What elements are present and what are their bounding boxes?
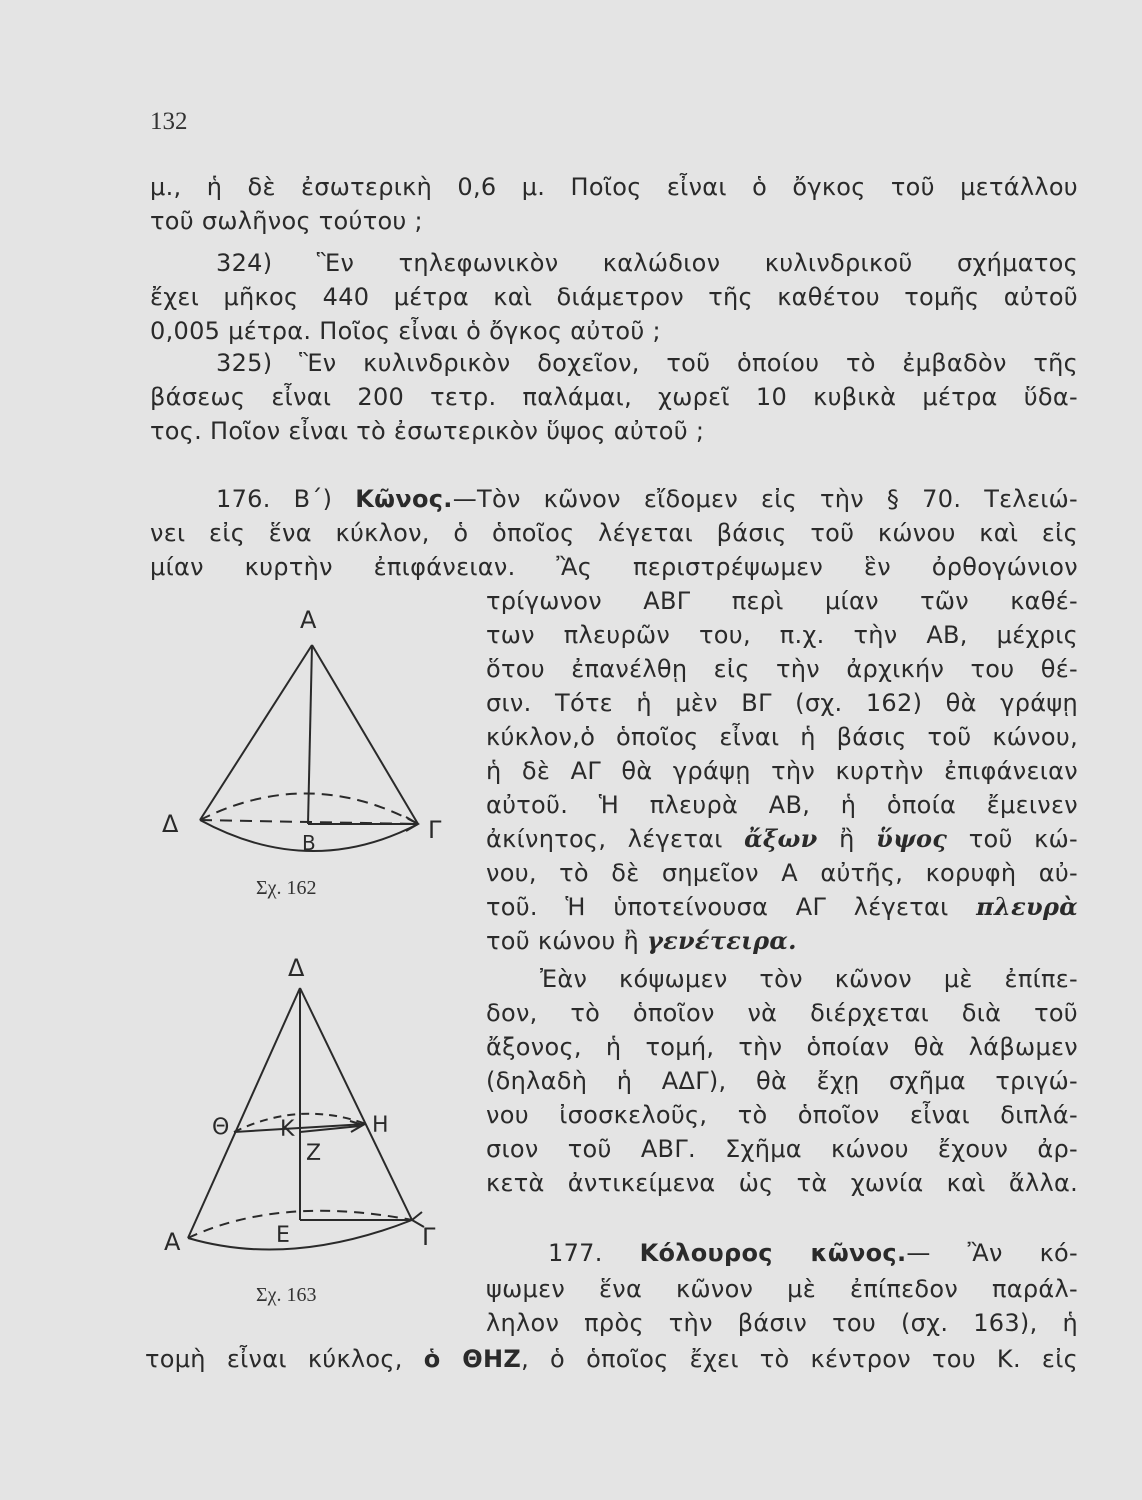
text-line: τρίγωνον ΑΒΓ περὶ μίαν τῶν καθέ- [486, 587, 1078, 615]
text-span: τοῦ κώνου ἢ [486, 927, 647, 955]
text-line: σιν. Τότε ἡ μὲν ΒΓ (σχ. 162) θὰ γράψῃ [486, 689, 1078, 717]
text-line [486, 924, 797, 958]
section-177-heading [548, 1236, 1078, 1270]
label-right: Γ [422, 1223, 436, 1251]
figure-162-cone [160, 600, 460, 870]
text-line: 0,005 μέτρα. Ποῖος εἶναι ὁ ὄγκος αὐτοῦ ; [150, 317, 661, 345]
section-number: 176. Β΄) [216, 485, 356, 513]
label-center: Β [302, 831, 316, 855]
text-line: κύκλον,ὁ ὁποῖος εἶναι ἡ βάσις τοῦ κώνου, [486, 723, 1078, 751]
label-theta: Θ [212, 1115, 230, 1140]
label-zeta: Ζ [306, 1141, 322, 1166]
section-number: 177. [548, 1239, 640, 1267]
label-kappa: Κ [280, 1117, 295, 1142]
term-axis: ἄξων [744, 824, 818, 853]
text-line: 324) Ἓν τηλεφωνικὸν καλώδιον κυλινδρικοῦ σχήματος [216, 249, 1078, 277]
text-line: ἄξονος, ἡ τομή, τὴν ὁποίαν θὰ λάβωμεν [486, 1033, 1078, 1061]
label-left: Δ [162, 810, 179, 838]
text-line [486, 890, 1078, 924]
text-line: νου ἰσοσκελοῦς, τὸ ὁποῖον εἶναι διπλά- [486, 1101, 1078, 1129]
text-span: τοῦ. Ἡ ὑποτείνουσα ΑΓ λέγεται [486, 893, 977, 921]
text-line: αὐτοῦ. Ἡ πλευρὰ ΑΒ, ἡ ὁποία ἔμεινεν [486, 791, 1078, 819]
text-span: ἀκίνητος, λέγεται [486, 825, 745, 853]
label-apex: Α [300, 606, 317, 634]
label-apex: Δ [288, 954, 305, 982]
text-line: —Τὸν κῶνον εἴδομεν εἰς τὴν § 70. Τελειώ- [452, 485, 1078, 513]
text-line: νει εἰς ἕνα κύκλον, ὁ ὁποῖος λέγεται βάσις τοῦ κώνου καὶ εἰς [150, 519, 1078, 547]
text-line: των πλευρῶν του, π.χ. τὴν ΑΒ, μέχρις [486, 621, 1078, 649]
text-line: ὅτου ἐπανέλθῃ εἰς τὴν ἀρχικήν του θέ- [486, 655, 1078, 683]
text-line: ἡ δὲ ΑΓ θὰ γράψῃ τὴν κυρτὴν ἐπιφάνειαν [486, 757, 1078, 785]
text-line: βάσεως εἶναι 200 τετρ. παλάμαι, χωρεῖ 10 κυβικὰ μέτρα ὕδα- [150, 383, 1078, 411]
label-center: Ε [276, 1223, 290, 1248]
text-line: (δηλαδὴ ἡ ΑΔΓ), θὰ ἔχῃ σχῆμα τριγώ- [486, 1067, 1078, 1095]
text-line: σιον τοῦ ΑΒΓ. Σχῆμα κώνου ἔχουν ἀρ- [486, 1135, 1078, 1163]
text-line: κετὰ ἀντικείμενα ὡς τὰ χωνία καὶ ἄλλα. [486, 1169, 1078, 1197]
section-176-heading [216, 482, 1078, 516]
section-title: Κόλουρος κῶνος. [639, 1239, 907, 1267]
text-line: δον, τὸ ὁποῖον νὰ διέρχεται διὰ τοῦ [486, 999, 1078, 1027]
text-line: Ἐὰν κόψωμεν τὸν κῶνον μὲ ἐπίπε- [540, 965, 1078, 993]
text-line: ληλον πρὸς τὴν βάσιν του (σχ. 163), ἡ [486, 1309, 1078, 1337]
text-line [486, 822, 1078, 856]
cone-axis [308, 645, 312, 824]
text-span: τομὴ εἶναι κύκλος, [145, 1345, 424, 1373]
text-line: μίαν κυρτὴν ἐπιφάνειαν. Ἂς περιστρέψωμεν ἓν ὀρθογώνιον [150, 553, 1078, 581]
text-line [145, 1342, 1078, 1376]
text-span: — Ἂν κό- [906, 1239, 1078, 1267]
cone-left-side [188, 988, 300, 1238]
text-line: τοῦ σωλῆνος τούτου ; [150, 207, 423, 235]
text-line: ψωμεν ἕνα κῶνον μὲ ἐπίπεδον παράλ- [486, 1275, 1078, 1303]
term-section: ὁ ΘΗΖ [423, 1345, 522, 1373]
term-height: ὕψος [876, 824, 948, 853]
cone-right-side [300, 988, 412, 1220]
cone-right-side [312, 645, 418, 824]
text-line: 325) Ἓν κυλινδρικὸν δοχεῖον, τοῦ ὁποίου τὸ ἐμβαδὸν τῆς [216, 349, 1078, 377]
figure-163-cone [160, 950, 460, 1260]
label-eta: Η [372, 1113, 389, 1138]
text-span: τοῦ κώ- [947, 825, 1078, 853]
text-line: νου, τὸ δὲ σημεῖον Α αὐτῆς, κορυφὴ αὐ- [486, 859, 1078, 887]
text-span: , ὁ ὁποῖος ἔχει τὸ κέντρον του Κ. εἰς [521, 1345, 1079, 1373]
term-side: πλευρὰ [976, 892, 1078, 921]
figure-163-caption: Σχ. 163 [256, 1284, 317, 1306]
text-span: ἢ [817, 825, 877, 853]
term-generatrix: γενέτειρα. [646, 926, 797, 955]
label-right: Γ [428, 816, 442, 844]
section-title: Κῶνος. [355, 485, 453, 513]
figure-162-caption: Σχ. 162 [256, 877, 317, 899]
page-number: 132 [150, 108, 188, 135]
text-line: μ., ἡ δὲ ἐσωτερικὴ 0,6 μ. Ποῖος εἶναι ὁ ὄγκος τοῦ μετάλλου [150, 173, 1078, 201]
label-left: Α [164, 1228, 181, 1256]
text-line: τος. Ποῖον εἶναι τὸ ἐσωτερικὸν ὕψος αὐτοῦ ; [150, 417, 705, 445]
text-line: ἔχει μῆκος 440 μέτρα καὶ διάμετρον τῆς καθέτου τομῆς αὐτοῦ [150, 283, 1078, 311]
